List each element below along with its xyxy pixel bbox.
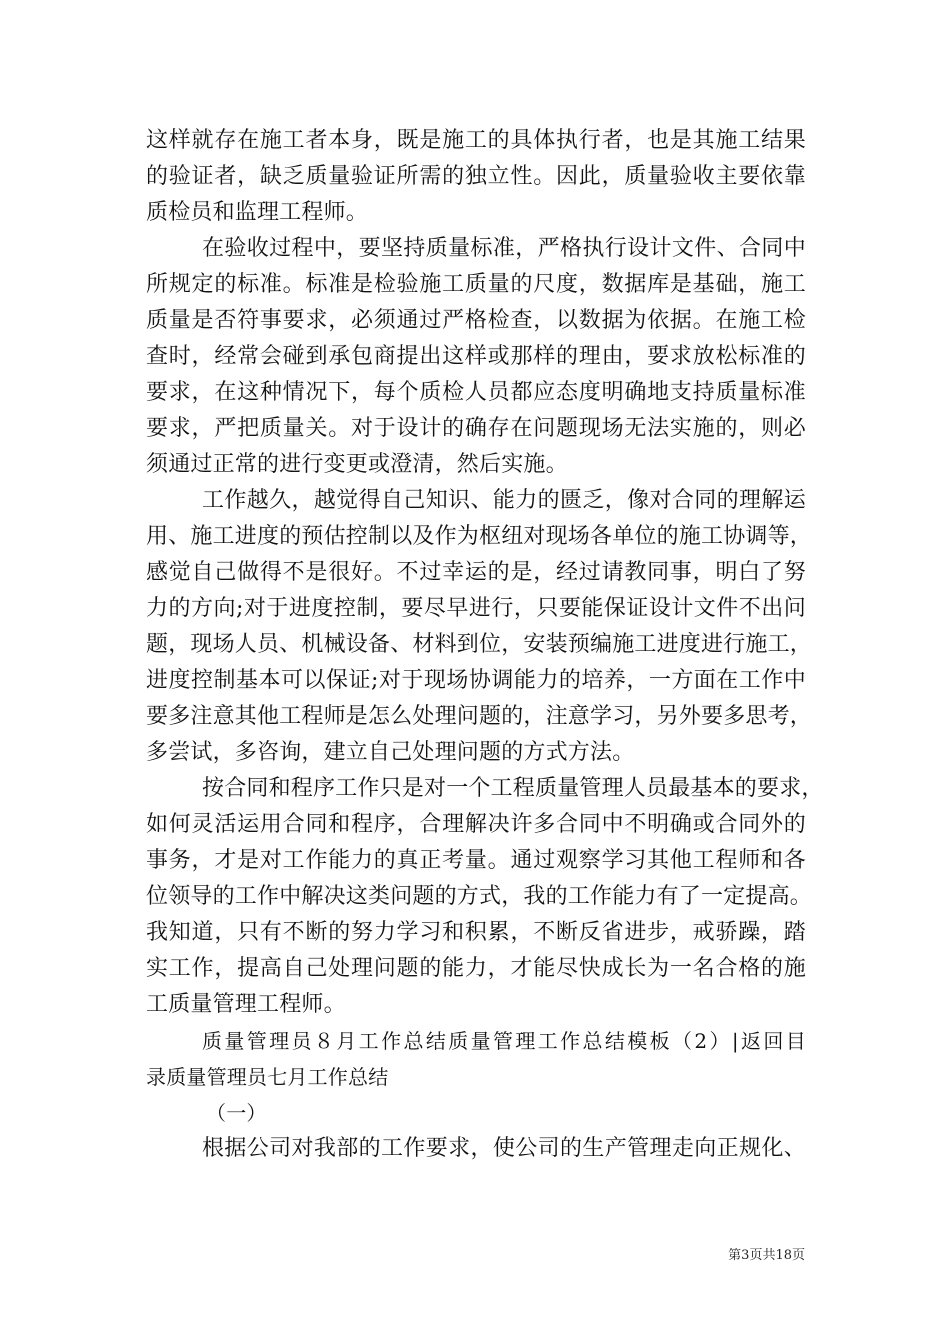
page-number-footer: 第3页共18页 bbox=[728, 1248, 805, 1263]
text-line: 在验收过程中，要坚持质量标准，严格执行设计文件、合同中 bbox=[202, 236, 806, 261]
text-line: 题，现场人员、机械设备、材料到位，安装预编施工进度进行施工， bbox=[146, 632, 813, 657]
text-line: 实工作，提高自己处理问题的能力，才能尽快成长为一名合格的施 bbox=[146, 956, 806, 981]
text-line: 要求，严把质量关。对于设计的确存在问题现场无法实施的，则必 bbox=[146, 416, 806, 441]
text-line: 用、施工进度的预估控制以及作为枢纽对现场各单位的施工协调等， bbox=[146, 524, 813, 549]
text-line: 感觉自己做得不是很好。不过幸运的是，经过请教同事，明白了努 bbox=[146, 560, 806, 585]
text-line: 这样就存在施工者本身，既是施工的具体执行者，也是其施工结果 bbox=[146, 128, 806, 153]
text-line: 进度控制基本可以保证;对于现场协调能力的培养，一方面在工作中 bbox=[146, 668, 806, 693]
text-line: 如何灵活运用合同和程序，合理解决许多合同中不明确或合同外的 bbox=[146, 812, 806, 837]
section-number: （一） bbox=[206, 1101, 267, 1125]
text-line: 工作越久，越觉得自己知识、能力的匮乏，像对合同的理解运 bbox=[202, 488, 806, 513]
text-line: 按合同和程序工作只是对一个工程质量管理人员最基本的要求， bbox=[202, 776, 824, 801]
text-line: 须通过正常的进行变更或澄清，然后实施。 bbox=[146, 452, 568, 477]
text-line: 要多注意其他工程师是怎么处理问题的，注意学习，另外要多思考， bbox=[146, 704, 813, 729]
text-line: 要求，在这种情况下，每个质检人员都应态度明确地支持质量标准 bbox=[146, 380, 806, 405]
text-line: 所规定的标准。标准是检验施工质量的尺度，数据库是基础，施工 bbox=[146, 272, 806, 297]
text-line: 工质量管理工程师。 bbox=[146, 992, 346, 1017]
text-line: 力的方向;对于进度控制，要尽早进行，只要能保证设计文件不出问 bbox=[146, 596, 806, 621]
text-line: 质量是否符事要求，必须通过严格检查，以数据为依据。在施工检 bbox=[146, 308, 806, 333]
text-line: 事务，才是对工作能力的真正考量。通过观察学习其他工程师和各 bbox=[146, 848, 806, 873]
section-link-line: 质量管理员８月工作总结质量管理工作总结模板（2）|返回目 bbox=[202, 1029, 806, 1053]
text-line: 的验证者，缺乏质量验证所需的独立性。因此，质量验收主要依靠 bbox=[146, 164, 806, 189]
text-line: 多尝试，多咨询，建立自己处理问题的方式方法。 bbox=[146, 740, 635, 765]
section-link-line: 录质量管理员七月工作总结 bbox=[146, 1065, 389, 1089]
text-line: 查时，经常会碰到承包商提出这样或那样的理由，要求放松标准的 bbox=[146, 344, 806, 369]
text-line: 我知道，只有不断的努力学习和积累，不断反省进步，戒骄躁，踏 bbox=[146, 920, 806, 945]
text-line: 根据公司对我部的工作要求，使公司的生产管理走向正规化、 bbox=[202, 1136, 806, 1161]
text-line: 质检员和监理工程师。 bbox=[146, 200, 369, 225]
text-line: 位领导的工作中解决这类问题的方式，我的工作能力有了一定提高。 bbox=[146, 884, 813, 909]
